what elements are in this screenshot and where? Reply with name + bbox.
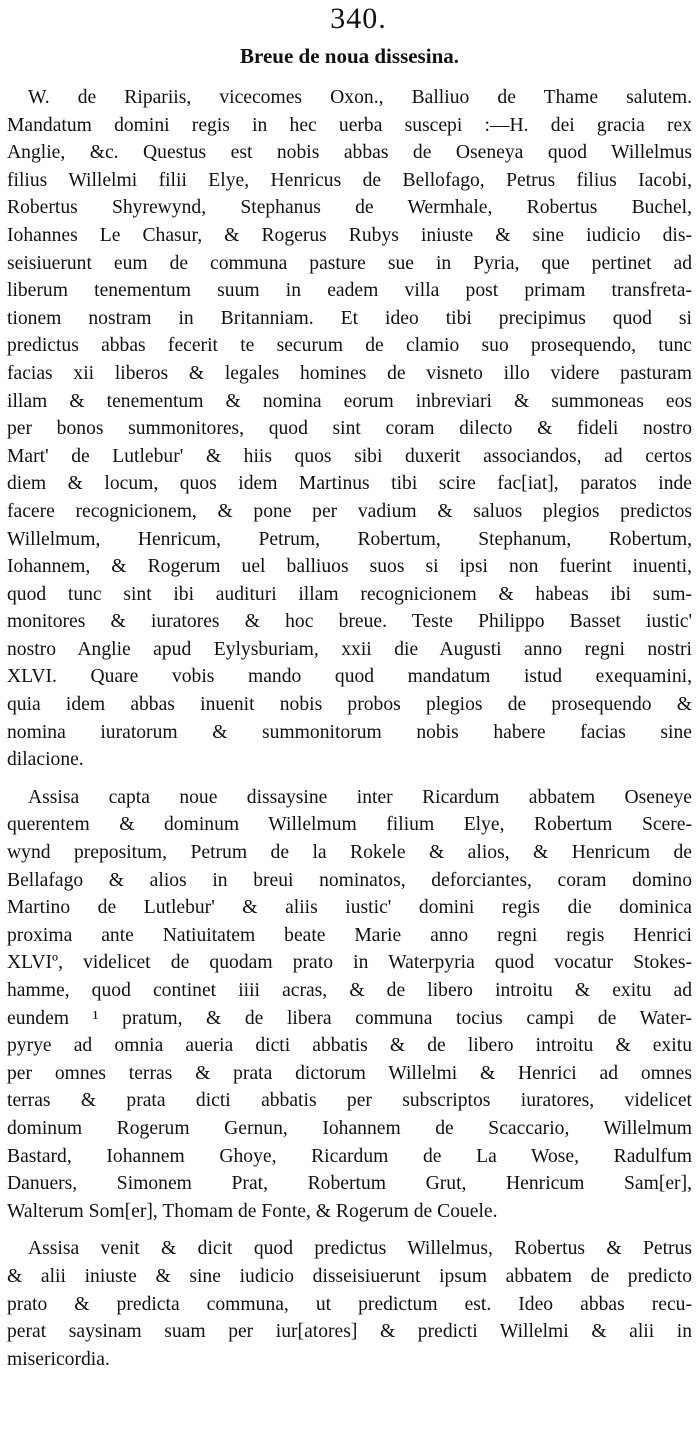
text-line: terras & prata dicti abbatis per subscriptos iuratores, videlicet bbox=[7, 1090, 692, 1112]
text-line: XLVI. Quare vobis mando quod mandatum istud exequamini, bbox=[7, 666, 692, 688]
text-line: XLVIº, videlicet de quodam prato in Waterpyria quod vocatur Stokes- bbox=[7, 952, 692, 974]
text-line: Anglie, &c. Questus est nobis abbas de Oseneya quod Willelmus bbox=[7, 142, 692, 164]
text-line: diem & locum, quos idem Martinus tibi scire fac[iat], paratos inde bbox=[7, 473, 692, 495]
text-line: predictus abbas fecerit te securum de clamio suo prosequendo, tunc bbox=[7, 335, 692, 357]
text-line: per omnes terras & prata dictorum Willelmi & Henrici ad omnes bbox=[7, 1062, 692, 1084]
text-line: quia idem abbas inuenit nobis probos plegios de prosequendo & bbox=[7, 694, 692, 716]
text-line: quod tunc sint ibi audituri illam recognicionem & habeas ibi sum- bbox=[7, 583, 692, 605]
text-line: proxima ante Natiuitatem beate Marie anno regni regis Henrici bbox=[7, 924, 692, 946]
text-line: monitores & iuratores & hoc breue. Teste Philippo Basset iustic' bbox=[7, 611, 692, 633]
text-line: Willelmum, Henricum, Petrum, Robertum, Stephanum, Robertum, bbox=[7, 528, 692, 550]
text-line: Assisa venit & dicit quod predictus Willelmus, Robertus & Petrus bbox=[28, 1238, 692, 1260]
text-line: Iohannes Le Chasur, & Rogerus Rubys iniuste & sine iudicio dis- bbox=[7, 224, 692, 246]
text-line: eundem ¹ pratum, & de libera communa tocius campi de Water- bbox=[7, 1007, 692, 1029]
text-line: liberum tenementum suum in eadem villa post primam transfreta- bbox=[7, 280, 692, 302]
text-line: dilacione. bbox=[7, 749, 84, 771]
document-title: Breue de noua dissesina. bbox=[240, 44, 459, 68]
text-line: Mart' de Lutlebur' & hiis quos sibi duxerit associandos, ad certos bbox=[7, 445, 692, 467]
paragraph-assize-record bbox=[7, 784, 692, 1226]
text-line: Bellafago & alios in breui nominatos, deforciantes, coram domino bbox=[7, 869, 692, 891]
text-line: facias xii liberos & legales homines de visneto illo videre pasturam bbox=[7, 362, 692, 384]
paragraph-verdict bbox=[7, 1235, 692, 1373]
text-line: & alii iniuste & sine iudicio disseisiuerunt ipsum abbatem de predicto bbox=[7, 1265, 692, 1287]
text-line: nostro Anglie apud Eylysburiam, xxii die Augusti anno regni nostri bbox=[7, 638, 692, 660]
text-line: pyrye ad omnia aueria dicti abbatis & de libero introitu & exitu bbox=[7, 1035, 692, 1057]
text-line: Assisa capta noue dissaysine inter Ricardum abbatem Oseneye bbox=[28, 786, 692, 808]
text-line: Walterum Som[er], Thomam de Fonte, & Rogerum de Couele. bbox=[7, 1200, 498, 1222]
text-line: tionem nostram in Britanniam. Et ideo tibi precipimus quod si bbox=[7, 307, 692, 329]
text-line: wynd prepositum, Petrum de la Rokele & alios, & Henricum de bbox=[7, 842, 692, 864]
text-line: W. de Ripariis, vicecomes Oxon., Balliuo de Thame salutem. bbox=[28, 87, 692, 108]
page-number: 340. bbox=[330, 2, 387, 35]
text-line: Bastard, Iohannem Ghoye, Ricardum de La Wose, Radulfum bbox=[7, 1145, 692, 1167]
paragraph-writ bbox=[7, 84, 692, 774]
text-line: per bonos summonitores, quod sint coram dilecto & fideli nostro bbox=[7, 418, 692, 440]
text-line: nomina iuratorum & summonitorum nobis habere facias sine bbox=[7, 721, 692, 743]
text-line: prato & predicta communa, ut predictum est. Ideo abbas recu- bbox=[7, 1293, 692, 1315]
text-line: seisiuerunt eum de communa pasture sue in Pyria, que pertinet ad bbox=[7, 252, 692, 274]
text-line: hamme, quod continet iiii acras, & de libero introitu & exitu ad bbox=[7, 980, 692, 1001]
text-line: querentem & dominum Willelmum filium Elye, Robertum Scere- bbox=[7, 814, 692, 836]
text-line: Iohannem, & Rogerum uel balliuos suos si ipsi non fuerint inuenti, bbox=[7, 556, 692, 578]
text-line: Danuers, Simonem Prat, Robertum Grut, Henricum Sam[er], bbox=[7, 1173, 692, 1195]
text-line: misericordia. bbox=[7, 1348, 110, 1370]
text-line: Martino de Lutlebur' & aliis iustic' domini regis die dominica bbox=[7, 897, 692, 919]
text-line: filius Willelmi filii Elye, Henricus de Bellofago, Petrus filius Iacobi, bbox=[7, 169, 692, 191]
text-line: dominum Rogerum Gernun, Iohannem de Scaccario, Willelmum bbox=[7, 1117, 692, 1139]
text-line: illam & tenementum & nomina eorum inbreviari & summoneas eos bbox=[7, 390, 692, 412]
text-line: Mandatum domini regis in hec uerba suscepi :—H. dei gracia rex bbox=[7, 114, 692, 136]
text-line: Robertus Shyrewynd, Stephanus de Wermhale, Robertus Buchel, bbox=[7, 197, 692, 219]
text-line: perat saysinam suam per iur[atores] & predicti Willelmi & alii in bbox=[7, 1321, 692, 1343]
text-line: facere recognicionem, & pone per vadium & saluos plegios predictos bbox=[7, 500, 692, 522]
